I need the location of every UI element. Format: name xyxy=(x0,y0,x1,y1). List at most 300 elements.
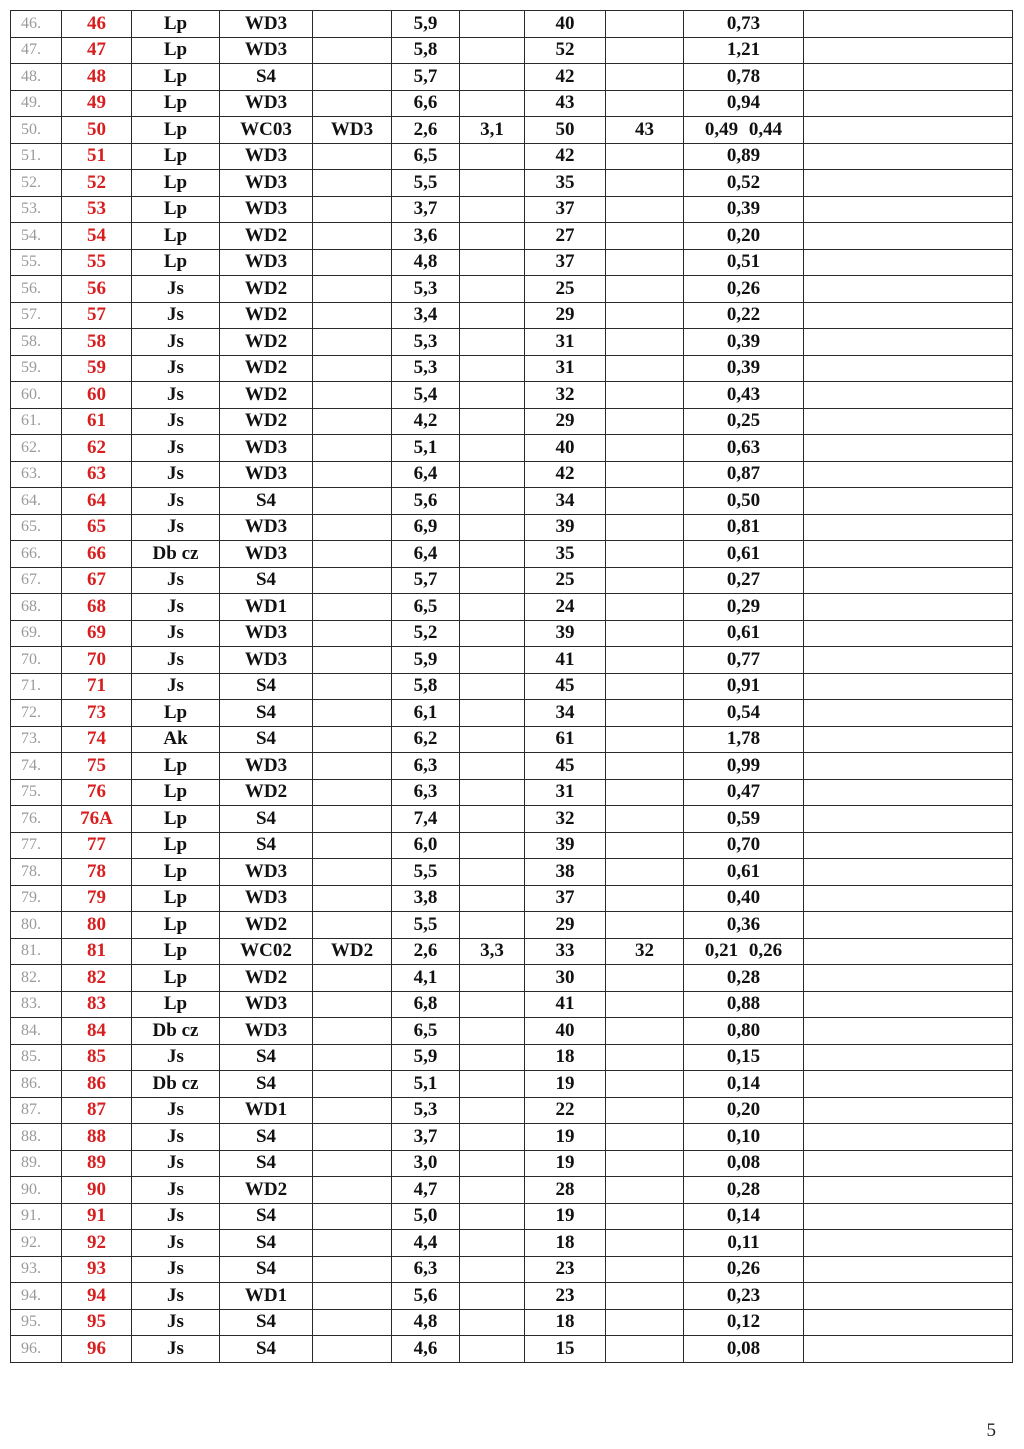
site-class-secondary-cell: WD2 xyxy=(313,938,392,965)
diameter-cell: 27 xyxy=(525,223,606,250)
diameter-cell: 28 xyxy=(525,1177,606,1204)
volume-cell: 0,22 xyxy=(684,302,804,329)
tree-number-cell: 82 xyxy=(62,965,132,992)
value-secondary-cell xyxy=(460,1283,525,1310)
volume-cell: 1,21 xyxy=(684,37,804,64)
diameter-secondary-cell xyxy=(606,885,684,912)
row-index-cell: 70. xyxy=(11,647,62,674)
value-cell: 6,5 xyxy=(392,1018,460,1045)
volume-cell: 0,70 xyxy=(684,832,804,859)
diameter-cell: 39 xyxy=(525,832,606,859)
site-class-secondary-cell xyxy=(313,541,392,568)
diameter-secondary-cell xyxy=(606,64,684,91)
diameter-cell: 37 xyxy=(525,196,606,223)
species-cell: Js xyxy=(132,1124,220,1151)
diameter-cell: 39 xyxy=(525,620,606,647)
value-cell: 4,8 xyxy=(392,1309,460,1336)
volume-cell: 0,50 xyxy=(684,488,804,515)
site-class-secondary-cell xyxy=(313,488,392,515)
site-class-secondary-cell xyxy=(313,965,392,992)
row-index-cell: 66. xyxy=(11,541,62,568)
site-class-secondary-cell xyxy=(313,832,392,859)
site-class-secondary-cell xyxy=(313,435,392,462)
table-row xyxy=(11,726,1013,753)
value-secondary-cell xyxy=(460,594,525,621)
table-row xyxy=(11,594,1013,621)
species-cell: Lp xyxy=(132,885,220,912)
site-class-secondary-cell xyxy=(313,620,392,647)
notes-cell xyxy=(804,965,1013,992)
volume-cell: 1,78 xyxy=(684,726,804,753)
row-index-cell: 92. xyxy=(11,1230,62,1257)
diameter-secondary-cell xyxy=(606,620,684,647)
value-cell: 6,4 xyxy=(392,461,460,488)
tree-number-cell: 85 xyxy=(62,1044,132,1071)
tree-number-cell: 79 xyxy=(62,885,132,912)
site-class-secondary-cell xyxy=(313,249,392,276)
species-cell: Js xyxy=(132,594,220,621)
diameter-secondary-cell xyxy=(606,726,684,753)
value-cell: 2,6 xyxy=(392,938,460,965)
notes-cell xyxy=(804,514,1013,541)
species-cell: Lp xyxy=(132,37,220,64)
diameter-cell: 33 xyxy=(525,938,606,965)
value-secondary-cell xyxy=(460,832,525,859)
notes-cell xyxy=(804,1071,1013,1098)
volume-cell: 0,47 xyxy=(684,779,804,806)
tree-number-cell: 46 xyxy=(62,11,132,38)
volume-cell: 0,12 xyxy=(684,1309,804,1336)
volume-cell: 0,61 xyxy=(684,620,804,647)
species-cell: Lp xyxy=(132,64,220,91)
diameter-secondary-cell: 43 xyxy=(606,117,684,144)
site-class-secondary-cell xyxy=(313,1177,392,1204)
value-secondary-cell xyxy=(460,143,525,170)
value-cell: 4,7 xyxy=(392,1177,460,1204)
site-class-cell: WD2 xyxy=(220,408,313,435)
volume-cell: 0,80 xyxy=(684,1018,804,1045)
site-class-secondary-cell xyxy=(313,382,392,409)
diameter-secondary-cell xyxy=(606,223,684,250)
volume-cell: 0,59 xyxy=(684,806,804,833)
diameter-cell: 45 xyxy=(525,753,606,780)
value-secondary-cell xyxy=(460,1044,525,1071)
notes-cell xyxy=(804,11,1013,38)
volume-cell: 0,08 xyxy=(684,1150,804,1177)
diameter-cell: 18 xyxy=(525,1309,606,1336)
species-cell: Lp xyxy=(132,700,220,727)
volume-cell: 0,39 xyxy=(684,329,804,356)
site-class-secondary-cell xyxy=(313,700,392,727)
notes-cell xyxy=(804,37,1013,64)
table-row xyxy=(11,435,1013,462)
diameter-cell: 45 xyxy=(525,673,606,700)
notes-cell xyxy=(804,117,1013,144)
row-index-cell: 75. xyxy=(11,779,62,806)
row-index-cell: 51. xyxy=(11,143,62,170)
site-class-secondary-cell: WD3 xyxy=(313,117,392,144)
species-cell: Lp xyxy=(132,143,220,170)
value-secondary-cell xyxy=(460,779,525,806)
site-class-cell: WD3 xyxy=(220,1018,313,1045)
notes-cell xyxy=(804,1203,1013,1230)
diameter-cell: 30 xyxy=(525,965,606,992)
value-secondary-cell xyxy=(460,488,525,515)
value-cell: 6,6 xyxy=(392,90,460,117)
site-class-cell: WD2 xyxy=(220,1177,313,1204)
notes-cell xyxy=(804,90,1013,117)
value-cell: 6,8 xyxy=(392,991,460,1018)
tree-number-cell: 92 xyxy=(62,1230,132,1257)
table-row xyxy=(11,408,1013,435)
species-cell: Db cz xyxy=(132,1018,220,1045)
species-cell: Lp xyxy=(132,90,220,117)
site-class-cell: S4 xyxy=(220,1256,313,1283)
table-row xyxy=(11,329,1013,356)
diameter-cell: 18 xyxy=(525,1044,606,1071)
tree-number-cell: 89 xyxy=(62,1150,132,1177)
species-cell: Js xyxy=(132,620,220,647)
table-row xyxy=(11,1336,1013,1363)
species-cell: Db cz xyxy=(132,1071,220,1098)
species-cell: Lp xyxy=(132,196,220,223)
species-cell: Lp xyxy=(132,11,220,38)
value-cell: 5,9 xyxy=(392,647,460,674)
row-index-cell: 68. xyxy=(11,594,62,621)
value-secondary-cell xyxy=(460,1336,525,1363)
tree-number-cell: 83 xyxy=(62,991,132,1018)
table-row xyxy=(11,1124,1013,1151)
value-cell: 6,0 xyxy=(392,832,460,859)
site-class-cell: WD2 xyxy=(220,382,313,409)
value-cell: 3,8 xyxy=(392,885,460,912)
diameter-cell: 18 xyxy=(525,1230,606,1257)
table-row xyxy=(11,647,1013,674)
row-index-cell: 47. xyxy=(11,37,62,64)
value-secondary-cell xyxy=(460,541,525,568)
value-cell: 5,3 xyxy=(392,329,460,356)
row-index-cell: 86. xyxy=(11,1071,62,1098)
site-class-secondary-cell xyxy=(313,64,392,91)
table-row xyxy=(11,1177,1013,1204)
site-class-secondary-cell xyxy=(313,276,392,303)
volume-cell: 0,20 xyxy=(684,1097,804,1124)
site-class-cell: S4 xyxy=(220,806,313,833)
row-index-cell: 91. xyxy=(11,1203,62,1230)
row-index-cell: 59. xyxy=(11,355,62,382)
value-secondary-cell xyxy=(460,912,525,939)
row-index-cell: 52. xyxy=(11,170,62,197)
table-row xyxy=(11,488,1013,515)
notes-cell xyxy=(804,541,1013,568)
table-row xyxy=(11,1230,1013,1257)
table-row xyxy=(11,170,1013,197)
site-class-secondary-cell xyxy=(313,859,392,886)
tree-number-cell: 70 xyxy=(62,647,132,674)
site-class-secondary-cell xyxy=(313,514,392,541)
diameter-secondary-cell xyxy=(606,1177,684,1204)
notes-cell xyxy=(804,832,1013,859)
site-class-secondary-cell xyxy=(313,1150,392,1177)
value-secondary-cell xyxy=(460,1150,525,1177)
volume-cell: 0,20 xyxy=(684,223,804,250)
value-secondary-cell xyxy=(460,355,525,382)
diameter-secondary-cell xyxy=(606,1124,684,1151)
value-secondary-cell xyxy=(460,991,525,1018)
table-row xyxy=(11,541,1013,568)
notes-cell xyxy=(804,938,1013,965)
table-row xyxy=(11,1256,1013,1283)
value-cell: 7,4 xyxy=(392,806,460,833)
tree-number-cell: 68 xyxy=(62,594,132,621)
volume-cell: 0,39 xyxy=(684,196,804,223)
notes-cell xyxy=(804,276,1013,303)
value-cell: 5,9 xyxy=(392,1044,460,1071)
table-row xyxy=(11,117,1013,144)
notes-cell xyxy=(804,196,1013,223)
value-secondary-cell xyxy=(460,11,525,38)
volume-cell: 0,27 xyxy=(684,567,804,594)
site-class-secondary-cell xyxy=(313,1336,392,1363)
table-row xyxy=(11,355,1013,382)
diameter-secondary-cell xyxy=(606,1203,684,1230)
row-index-cell: 46. xyxy=(11,11,62,38)
notes-cell xyxy=(804,382,1013,409)
tree-number-cell: 50 xyxy=(62,117,132,144)
value-secondary-cell xyxy=(460,726,525,753)
row-index-cell: 80. xyxy=(11,912,62,939)
volume-cell: 0,21 0,26 xyxy=(684,938,804,965)
row-index-cell: 67. xyxy=(11,567,62,594)
tree-number-cell: 49 xyxy=(62,90,132,117)
diameter-secondary-cell xyxy=(606,1097,684,1124)
diameter-cell: 40 xyxy=(525,1018,606,1045)
site-class-cell: WD2 xyxy=(220,355,313,382)
value-cell: 4,2 xyxy=(392,408,460,435)
species-cell: Ak xyxy=(132,726,220,753)
notes-cell xyxy=(804,408,1013,435)
diameter-cell: 37 xyxy=(525,249,606,276)
table-row xyxy=(11,1203,1013,1230)
notes-cell xyxy=(804,567,1013,594)
volume-cell: 0,89 xyxy=(684,143,804,170)
tree-number-cell: 88 xyxy=(62,1124,132,1151)
value-cell: 5,5 xyxy=(392,912,460,939)
notes-cell xyxy=(804,859,1013,886)
diameter-secondary-cell xyxy=(606,488,684,515)
value-cell: 5,7 xyxy=(392,64,460,91)
notes-cell xyxy=(804,223,1013,250)
table-row xyxy=(11,382,1013,409)
volume-cell: 0,26 xyxy=(684,1256,804,1283)
site-class-cell: WD3 xyxy=(220,170,313,197)
site-class-cell: S4 xyxy=(220,488,313,515)
volume-cell: 0,28 xyxy=(684,965,804,992)
diameter-cell: 29 xyxy=(525,912,606,939)
diameter-secondary-cell xyxy=(606,1309,684,1336)
value-cell: 6,3 xyxy=(392,1256,460,1283)
row-index-cell: 93. xyxy=(11,1256,62,1283)
diameter-cell: 38 xyxy=(525,859,606,886)
site-class-secondary-cell xyxy=(313,594,392,621)
row-index-cell: 58. xyxy=(11,329,62,356)
diameter-cell: 29 xyxy=(525,302,606,329)
site-class-secondary-cell xyxy=(313,302,392,329)
species-cell: Js xyxy=(132,355,220,382)
row-index-cell: 65. xyxy=(11,514,62,541)
table-row xyxy=(11,11,1013,38)
tree-number-cell: 63 xyxy=(62,461,132,488)
site-class-cell: WD3 xyxy=(220,11,313,38)
notes-cell xyxy=(804,1336,1013,1363)
value-cell: 5,5 xyxy=(392,859,460,886)
row-index-cell: 90. xyxy=(11,1177,62,1204)
tree-number-cell: 62 xyxy=(62,435,132,462)
diameter-secondary-cell xyxy=(606,1018,684,1045)
diameter-secondary-cell xyxy=(606,991,684,1018)
site-class-cell: WD3 xyxy=(220,37,313,64)
species-cell: Js xyxy=(132,1309,220,1336)
notes-cell xyxy=(804,170,1013,197)
value-secondary-cell xyxy=(460,302,525,329)
diameter-cell: 34 xyxy=(525,488,606,515)
value-cell: 5,2 xyxy=(392,620,460,647)
row-index-cell: 83. xyxy=(11,991,62,1018)
volume-cell: 0,11 xyxy=(684,1230,804,1257)
table-row xyxy=(11,143,1013,170)
diameter-secondary-cell xyxy=(606,170,684,197)
table-row xyxy=(11,1283,1013,1310)
diameter-secondary-cell xyxy=(606,647,684,674)
volume-cell: 0,39 xyxy=(684,355,804,382)
diameter-secondary-cell xyxy=(606,355,684,382)
volume-cell: 0,61 xyxy=(684,541,804,568)
species-cell: Js xyxy=(132,514,220,541)
site-class-cell: S4 xyxy=(220,1230,313,1257)
table-row xyxy=(11,673,1013,700)
tree-number-cell: 69 xyxy=(62,620,132,647)
table-row xyxy=(11,859,1013,886)
site-class-cell: WD1 xyxy=(220,1283,313,1310)
row-index-cell: 61. xyxy=(11,408,62,435)
diameter-cell: 34 xyxy=(525,700,606,727)
notes-cell xyxy=(804,885,1013,912)
tree-number-cell: 53 xyxy=(62,196,132,223)
site-class-cell: WD2 xyxy=(220,912,313,939)
notes-cell xyxy=(804,673,1013,700)
table-row xyxy=(11,276,1013,303)
species-cell: Js xyxy=(132,1256,220,1283)
row-index-cell: 57. xyxy=(11,302,62,329)
tree-number-cell: 86 xyxy=(62,1071,132,1098)
value-cell: 5,6 xyxy=(392,1283,460,1310)
site-class-cell: S4 xyxy=(220,832,313,859)
row-index-cell: 73. xyxy=(11,726,62,753)
site-class-secondary-cell xyxy=(313,1230,392,1257)
tree-number-cell: 90 xyxy=(62,1177,132,1204)
volume-cell: 0,26 xyxy=(684,276,804,303)
notes-cell xyxy=(804,779,1013,806)
diameter-secondary-cell xyxy=(606,806,684,833)
site-class-secondary-cell xyxy=(313,11,392,38)
notes-cell xyxy=(804,726,1013,753)
value-cell: 5,8 xyxy=(392,673,460,700)
row-index-cell: 96. xyxy=(11,1336,62,1363)
tree-number-cell: 96 xyxy=(62,1336,132,1363)
diameter-secondary-cell xyxy=(606,1071,684,1098)
species-cell: Js xyxy=(132,461,220,488)
value-secondary-cell xyxy=(460,64,525,91)
notes-cell xyxy=(804,991,1013,1018)
value-cell: 6,9 xyxy=(392,514,460,541)
site-class-secondary-cell xyxy=(313,329,392,356)
diameter-cell: 50 xyxy=(525,117,606,144)
row-index-cell: 60. xyxy=(11,382,62,409)
row-index-cell: 64. xyxy=(11,488,62,515)
site-class-cell: WD2 xyxy=(220,779,313,806)
row-index-cell: 78. xyxy=(11,859,62,886)
site-class-cell: WD3 xyxy=(220,991,313,1018)
site-class-cell: S4 xyxy=(220,1336,313,1363)
volume-cell: 0,14 xyxy=(684,1071,804,1098)
row-index-cell: 87. xyxy=(11,1097,62,1124)
volume-cell: 0,25 xyxy=(684,408,804,435)
volume-cell: 0,49 0,44 xyxy=(684,117,804,144)
notes-cell xyxy=(804,249,1013,276)
table-row xyxy=(11,753,1013,780)
diameter-secondary-cell xyxy=(606,541,684,568)
table-row xyxy=(11,806,1013,833)
table-row xyxy=(11,196,1013,223)
value-cell: 6,4 xyxy=(392,541,460,568)
diameter-secondary-cell xyxy=(606,965,684,992)
diameter-secondary-cell xyxy=(606,514,684,541)
species-cell: Lp xyxy=(132,938,220,965)
notes-cell xyxy=(804,302,1013,329)
species-cell: Lp xyxy=(132,249,220,276)
diameter-cell: 42 xyxy=(525,461,606,488)
value-secondary-cell xyxy=(460,965,525,992)
tree-number-cell: 47 xyxy=(62,37,132,64)
value-cell: 5,3 xyxy=(392,355,460,382)
value-cell: 5,4 xyxy=(392,382,460,409)
value-secondary-cell xyxy=(460,249,525,276)
tree-number-cell: 76A xyxy=(62,806,132,833)
tree-number-cell: 93 xyxy=(62,1256,132,1283)
notes-cell xyxy=(804,143,1013,170)
diameter-cell: 42 xyxy=(525,143,606,170)
site-class-secondary-cell xyxy=(313,143,392,170)
site-class-secondary-cell xyxy=(313,726,392,753)
notes-cell xyxy=(804,1150,1013,1177)
diameter-secondary-cell xyxy=(606,196,684,223)
diameter-cell: 31 xyxy=(525,329,606,356)
diameter-secondary-cell xyxy=(606,37,684,64)
diameter-cell: 25 xyxy=(525,276,606,303)
value-cell: 3,6 xyxy=(392,223,460,250)
volume-cell: 0,77 xyxy=(684,647,804,674)
diameter-secondary-cell xyxy=(606,1044,684,1071)
tree-number-cell: 76 xyxy=(62,779,132,806)
diameter-secondary-cell xyxy=(606,1256,684,1283)
site-class-cell: WD3 xyxy=(220,859,313,886)
notes-cell xyxy=(804,435,1013,462)
value-secondary-cell xyxy=(460,1256,525,1283)
diameter-cell: 41 xyxy=(525,647,606,674)
diameter-secondary-cell xyxy=(606,594,684,621)
site-class-secondary-cell xyxy=(313,1071,392,1098)
table-row xyxy=(11,461,1013,488)
